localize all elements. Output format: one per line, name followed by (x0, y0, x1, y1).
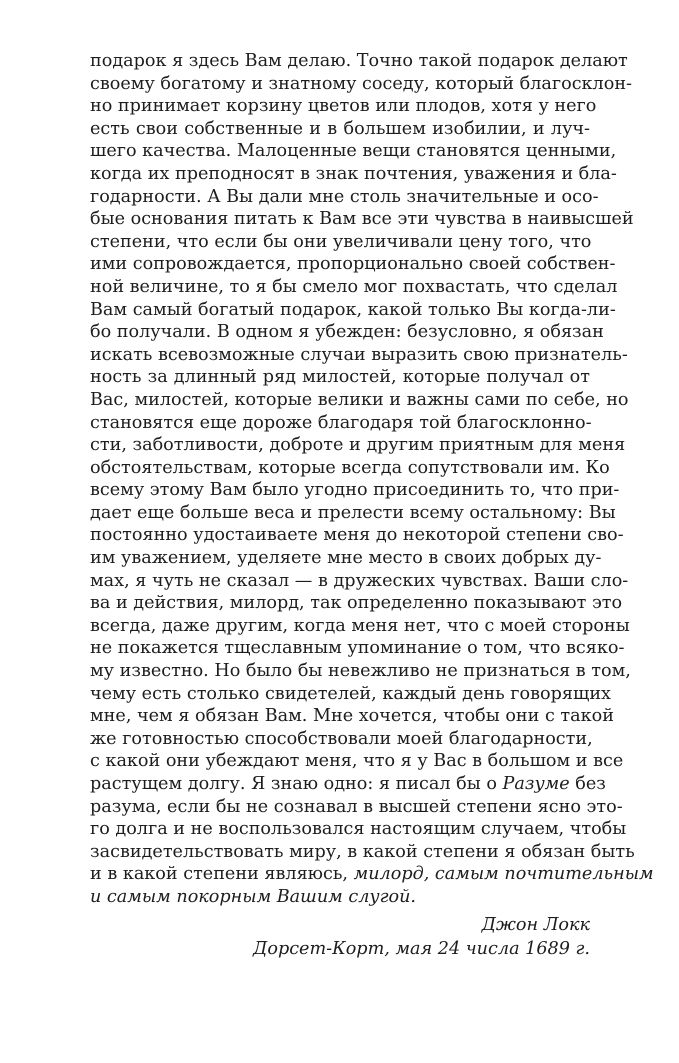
text-line: разума, если бы не сознавал в высшей степени ясно это- (90, 796, 623, 817)
text-line: чему есть столько свидетелей, каждый день говорящих (90, 683, 611, 704)
text-line: ва и действия, милорд, так определенно показывают это (90, 593, 623, 614)
text-line: засвидетельствовать миру, в какой степени я обязан быть (90, 841, 635, 862)
text-line (90, 886, 590, 909)
text-line: бые основания питать к Вам все эти чувства в наивысшей (90, 209, 634, 230)
text-line: же готовностью способствовали моей благодарности, (90, 728, 593, 749)
text-line: Вам самый богатый подарок, какой только Вы когда-ли- (90, 299, 616, 320)
text-line: но принимает корзину цветов или плодов, хотя у него (90, 96, 597, 117)
text-line: годарности. А Вы дали мне столь значительные и осо- (90, 186, 599, 207)
text-line: мне, чем я обязан Вам. Мне хочется, чтобы они с такой (90, 706, 614, 727)
text-line: не покажется тщеславным упоминание о том, что всяко- (90, 638, 625, 659)
text-line: искать всевозможные случаи выразить свою признатель- (90, 344, 628, 365)
book-title-italic: Разуме (502, 774, 570, 794)
signature-place-date: Дорсет-Корт, мая 24 числа 1689 г. (253, 938, 590, 959)
text-line: становятся еще дороже благодаря той благосклонно- (90, 412, 592, 433)
text-line: всегда, даже другим, когда меня нет, что с моей стороны (90, 615, 630, 636)
text-line: подарок я здесь Вам делаю. Точно такой подарок делают (90, 51, 628, 71)
closing-italic: и самым покорным Вашим слугой. (90, 886, 417, 907)
signature-author: Джон Локк (481, 914, 590, 935)
text-line: шего качества. Малоценные вещи становятся ценными, (90, 141, 617, 162)
text-line: с какой они убеждают меня, что я у Вас в большом и все (90, 751, 624, 772)
text-line: им уважением, уделяете мне место в своих добрых ду- (90, 548, 602, 569)
text-segment: и в какой степени являюсь, (90, 864, 349, 885)
text-line: своему богатому и знатному соседу, который благосклон- (90, 73, 632, 94)
text-line: ной величине, то я бы смело мог похвастать, что сделал (90, 276, 618, 297)
text-line: степени, что если бы они увеличивали цену того, что (90, 231, 592, 252)
text-segment: растущем долгу. Я знаю одно: я писал бы о (90, 774, 497, 794)
text-line (90, 773, 606, 796)
text-line: когда их преподносят в знак почтения, уважения и бла- (90, 163, 617, 184)
document-page (90, 50, 654, 961)
text-line: сти, заботливости, доброте и другим приятным для меня (90, 435, 626, 456)
text-line: ими сопровождается, пропорционально своей собствен- (90, 254, 616, 275)
text-line: бо получали. В одном я убежден: безусловно, я обязан (90, 322, 604, 343)
text-line: есть свои собственные и в большем изобилии, и луч- (90, 118, 590, 139)
text-line: Вас, милостей, которые велики и важны сами по себе, но (90, 389, 629, 410)
text-line (90, 863, 654, 886)
text-line: ность за длинный ряд милостей, которые получал от (90, 367, 590, 388)
closing-italic: милорд, самым почтительным (353, 864, 654, 885)
text-line: всему этому Вам было угодно присоединить то, что при- (90, 480, 620, 501)
text-line: го долга и не воспользовался настоящим случаем, чтобы (90, 819, 627, 840)
text-line: постоянно удостаиваете меня до некоторой степени сво- (90, 525, 624, 546)
text-line: му известно. Но было бы невежливо не признаться в том, (90, 661, 631, 682)
text-segment: без (575, 774, 606, 794)
text-line: обстоятельствам, которые всегда сопутствовали им. Ко (90, 457, 610, 478)
text-line: мах, я чуть не сказал — в дружеских чувствах. Ваши сло- (90, 570, 629, 591)
text-line: дает еще больше веса и прелести всему остальному: Вы (90, 502, 616, 523)
